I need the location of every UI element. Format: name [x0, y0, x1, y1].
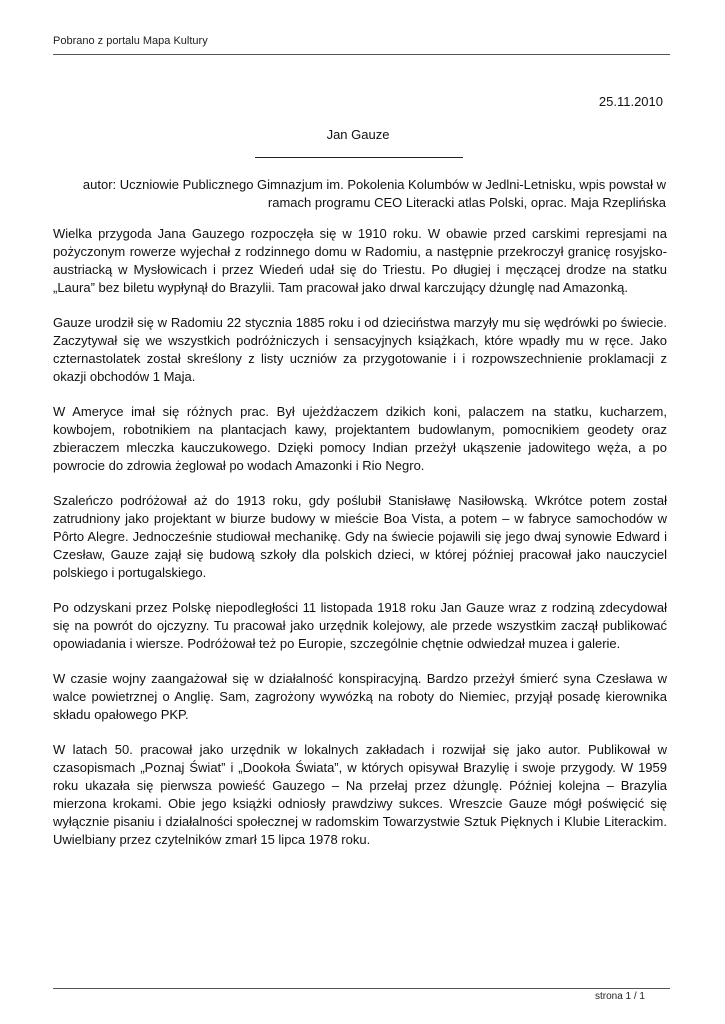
page-title: Jan Gauze [326, 127, 390, 142]
paragraph: W latach 50. pracował jako urzędnik w lokalnych zakładach i rozwijał się jako autor. Publikował w czasopismach „Poznaj Świat” i „Dookoła Świata”, w których opisywał Brazylię i swoje przygody. W 1959 roku ukazała się pierwsza powieść Gauzego – Na przełaj przez dżunglę. Później kolejna – Brazylia mierzona krokami. Obie jego książki odniosły prawdziwy sukces. Wreszcie Gauze mógł poświęcić się wyłącznie pisaniu i działalności społecznej w radomskim Towarzystwie Sztuk Pięknych i Klubie Literackim. Uwielbiany przez czytelników zmarł 15 lipca 1978 roku. [53, 742, 667, 847]
paragraph: Po odzyskani przez Polskę niepodległości 11 listopada 1918 roku Jan Gauze wraz z rodziną zdecydował się na powrót do ojczyzny. Tu pracował jako urzędnik kolejowy, ale przede wszystkim zaczął publikować opowiadania i wiersze. Podróżował też po Europie, szczególnie chętnie odwiedzał muzea i galerie. [53, 600, 667, 651]
page-number: strona 1 / 1 [594, 991, 645, 1002]
paragraph: Szaleńczo podróżował aż do 1913 roku, gdy poślubił Stanisławę Nasiłowską. Wkrótce potem został zatrudniony jako projektant w biurze budowy w mieście Boa Vista, a potem – w fabryce samochodów w Pôrto Alegre. Jednocześnie studiował mechanikę. Gdy na świecie pojawili się jego dwaj synowie Edward i Czesław, Gauze zajął się budową szkoły dla polskich dzieci, w której później pracował jako nauczyciel polskiego i portugalskiego. [53, 493, 667, 580]
footer-divider [53, 988, 670, 989]
author-note: autor: Uczniowie Publicznego Gimnazjum im. Pokolenia Kolumbów w Jedlni-Letnisku, wpis powstał w ramach programu CEO Literacki atlas Polski, oprac. Maja Rzeplińska [82, 177, 666, 210]
article-body [53, 225, 667, 866]
page-header-source: Pobrano z portalu Mapa Kultury [53, 35, 208, 47]
document-date: 25.11.2010 [598, 94, 663, 109]
paragraph: W Ameryce imał się różnych prac. Był ujeżdżaczem dzikich koni, palaczem na statku, kucharzem, kowbojem, robotnikiem na plantacjach kawy, projektantem budowlanym, pomocnikiem geodety oraz zbieraczem mleczka kauczukowego. Dzięki pomocy Indian przeżył ukąszenie jadowitego węża, a po powrocie do zdrowia żeglował po wodach Amazonki i Rio Negro. [53, 404, 667, 473]
paragraph: Wielka przygoda Jana Gauzego rozpoczęła się w 1910 roku. W obawie przed carskimi represjami na pożyczonym rowerze wyjechał z rodzinnego domu w Radomiu, a następnie przekroczył granicę rosyjsko-austriacką w Mysłowicach i przez Wiedeń udał się do Triestu. Po długiej i męczącej drodze na statku „Laura” bez biletu wypłynął do Brazylii. Tam pracował jako drwal karczujący dżunglę nad Amazonką. [53, 226, 667, 295]
title-underline [255, 157, 463, 158]
paragraph: Gauze urodził się w Radomiu 22 stycznia 1885 roku i od dzieciństwa marzyły mu się wędrówki po świecie. Zaczytywał się we wszystkich podróżniczych i sensacyjnych książkach, które wpadły mu w ręce. Jako czternastolatek został skreślony z listy uczniów za przygotowanie i i rozpowszechnienie proklamacji z okazji obchodów 1 Maja. [53, 315, 667, 384]
header-divider [53, 54, 670, 55]
paragraph: W czasie wojny zaangażował się w działalność konspiracyjną. Bardzo przeżył śmierć syna Czesława w walce powietrznej o Anglię. Sam, zagrożony wywózką na roboty do Niemiec, przyjął posadę kierownika składu opałowego PKP. [53, 671, 667, 722]
